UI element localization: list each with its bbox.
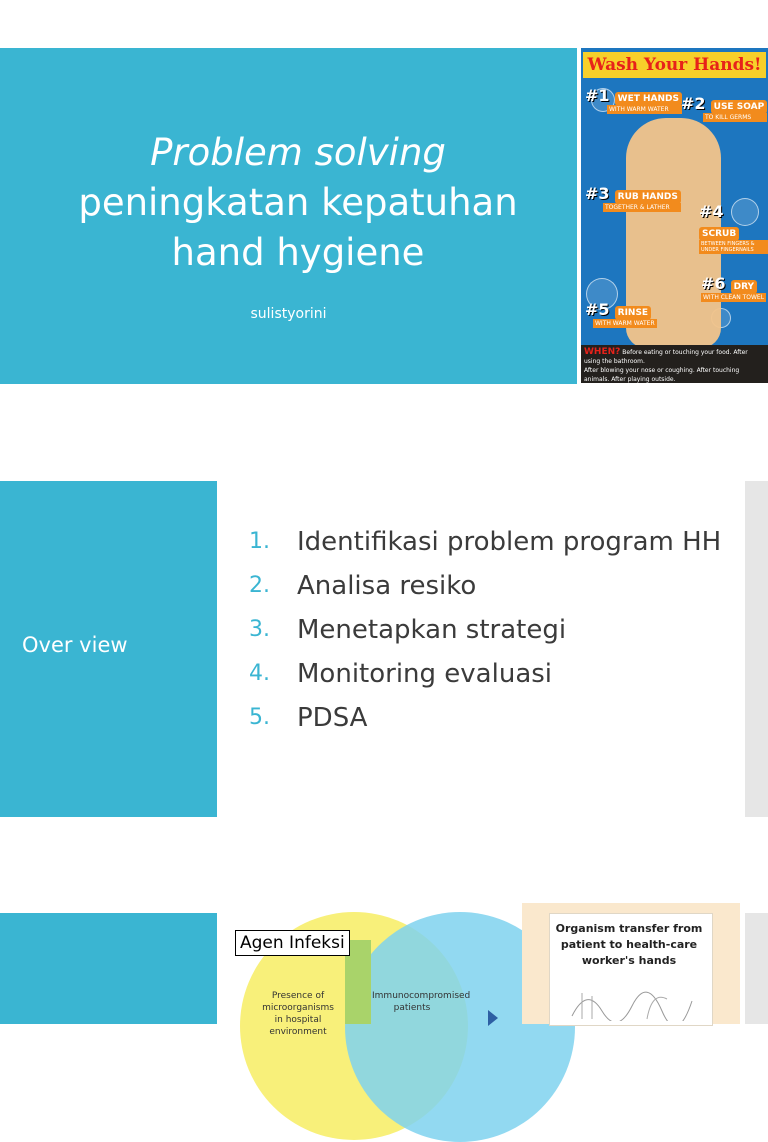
title-line-2: peningkatan kepatuhan [78,181,518,224]
transfer-card [522,903,740,1024]
poster-footer: WHEN? Before eating or touching your food. After using the bathroom. After blowing your nose or coughing. After touching animals. After playing outside. [581,345,768,383]
venn-right-text: Immunocompromised patients [372,991,471,1013]
list-item: 5. PDSA [249,703,368,733]
next-slide-edge [745,913,768,1024]
overview-list [245,525,725,745]
list-item: 3. Menetapkan strategi [249,615,567,645]
author-name: sulistyorini [250,306,327,322]
overview-label: Over view [22,633,128,657]
title-line-italic: Problem solving [150,131,446,174]
poster-step-5: #5 RINSE WITH WARM WATER [585,300,655,327]
slide3-side-panel [0,913,217,1024]
poster-step-6: #6 DRY WITH CLEAN TOWEL [701,274,765,301]
poster-step-3: #3 RUB HANDS TOGETHER & LATHER [585,184,681,212]
transfer-card-title: Organism transfer from patient to health-care worker's hands [555,922,703,967]
poster-header: Wash Your Hands! [583,52,766,78]
sketch-illustration-icon [567,981,697,1021]
list-item: 4. Monitoring evaluasi [249,659,553,689]
venn-left-text: Presence of microorganisms in hospital environment [262,991,334,1037]
list-item: 1. Identifikasi problem program HH [249,527,722,557]
agen-infeksi-label: Agen Infeksi [235,930,350,956]
poster-step-4: #4 SCRUB BETWEEN FINGERS & UNDER FINGERNAILS [699,202,768,254]
wash-hands-poster [581,48,768,383]
title-line-3: hand hygiene [171,231,425,274]
list-item: 2. Analisa resiko [249,571,477,601]
poster-step-2: #2 USE SOAP TO KILL GERMS [681,94,767,122]
poster-step-1: #1 WET HANDS WITH WARM WATER [585,86,682,114]
title-slide-heading [20,128,576,278]
next-slide-edge [745,481,768,817]
